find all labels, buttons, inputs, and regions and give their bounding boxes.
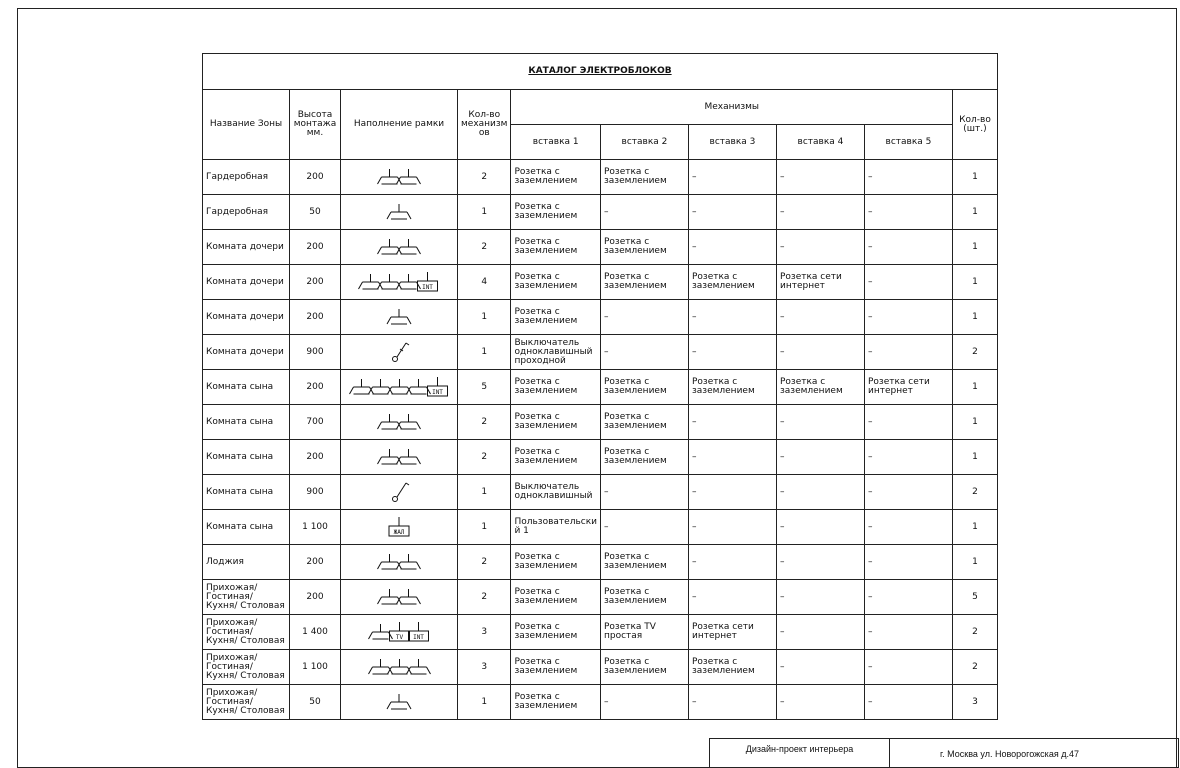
height-cell: 200	[290, 160, 341, 195]
insert-3-cell: –	[688, 510, 776, 545]
insert-2-cell: Розетка с заземлением	[600, 650, 688, 685]
insert-1-cell: Розетка с заземлением	[511, 650, 601, 685]
frame-cell	[341, 510, 458, 545]
zone-cell: Комната сына	[203, 510, 290, 545]
insert-2-cell: –	[600, 510, 688, 545]
table-row	[203, 580, 998, 615]
frame-cell	[341, 265, 458, 300]
insert-5-cell: –	[864, 650, 952, 685]
frame-symbols-icon	[379, 689, 419, 715]
frame-symbols-icon	[356, 269, 442, 295]
height-cell: 700	[290, 405, 341, 440]
insert-5-cell: –	[864, 440, 952, 475]
height-cell: 200	[290, 580, 341, 615]
grounded-socket-icon	[368, 624, 392, 639]
frame-symbols-icon	[375, 584, 423, 610]
mechanism-count-cell: 1	[458, 300, 511, 335]
insert-3-cell: Розетка с заземлением	[688, 650, 776, 685]
insert-1-cell: Розетка с заземлением	[511, 195, 601, 230]
frame-symbols-icon	[366, 619, 433, 645]
header-insert-5: вставка 5	[864, 125, 952, 160]
insert-4-cell: –	[776, 300, 864, 335]
header-zone: Название Зоны	[203, 90, 290, 160]
zone-cell: Комната сына	[203, 405, 290, 440]
insert-2-cell: Розетка с заземлением	[600, 580, 688, 615]
height-cell: 200	[290, 370, 341, 405]
frame-cell	[341, 475, 458, 510]
labeled-outlet-icon	[389, 517, 409, 536]
electroblock-catalog-table	[202, 53, 998, 720]
quantity-cell: 1	[952, 160, 997, 195]
insert-1-cell: Розетка с заземлением	[511, 685, 601, 720]
insert-1-cell: Выключатель одноклавишный проходной	[511, 335, 601, 370]
insert-2-cell: –	[600, 335, 688, 370]
labeled-outlet-icon	[408, 622, 428, 641]
insert-3-cell: Розетка с заземлением	[688, 370, 776, 405]
mechanism-count-cell: 3	[458, 650, 511, 685]
zone-cell: Комната дочери	[203, 230, 290, 265]
height-cell: 200	[290, 300, 341, 335]
insert-3-cell: Розетка сети интернет	[688, 615, 776, 650]
insert-5-cell: –	[864, 545, 952, 580]
insert-3-cell: –	[688, 195, 776, 230]
mechanism-count-cell: 2	[458, 160, 511, 195]
table-row	[203, 475, 998, 510]
table-row	[203, 265, 998, 300]
frame-symbols-icon	[375, 409, 423, 435]
quantity-cell: 1	[952, 265, 997, 300]
header-insert-1: вставка 1	[511, 125, 601, 160]
zone-cell: Гардеробная	[203, 160, 290, 195]
height-cell: 200	[290, 230, 341, 265]
frame-symbols-icon	[379, 304, 419, 330]
frame-cell	[341, 160, 458, 195]
grounded-socket-icon	[387, 694, 411, 709]
height-cell: 50	[290, 685, 341, 720]
table-row	[203, 370, 998, 405]
table-row	[203, 650, 998, 685]
frame-cell	[341, 650, 458, 685]
header-mechanism-count: Кол-во механизм ов	[458, 90, 511, 160]
frame-cell	[341, 370, 458, 405]
zone-cell: Комната сына	[203, 370, 290, 405]
insert-5-cell: –	[864, 475, 952, 510]
insert-2-cell: –	[600, 475, 688, 510]
insert-5-cell: –	[864, 685, 952, 720]
frame-symbols-icon	[379, 514, 419, 540]
height-cell: 50	[290, 195, 341, 230]
svg-text:INT: INT	[422, 284, 433, 291]
zone-cell: Прихожая/ Гостиная/ Кухня/ Столовая	[203, 685, 290, 720]
zone-cell: Комната дочери	[203, 300, 290, 335]
catalog-title: КАТАЛОГ ЭЛЕКТРОБЛОКОВ	[203, 54, 998, 90]
insert-5-cell: –	[864, 230, 952, 265]
table-row	[203, 615, 998, 650]
mechanism-count-cell: 3	[458, 615, 511, 650]
quantity-cell: 1	[952, 230, 997, 265]
mechanism-count-cell: 2	[458, 230, 511, 265]
title-block-address	[889, 738, 1179, 768]
insert-5-cell: –	[864, 300, 952, 335]
insert-1-cell: Розетка с заземлением	[511, 370, 601, 405]
quantity-cell: 1	[952, 405, 997, 440]
insert-4-cell: Розетка сети интернет	[776, 265, 864, 300]
quantity-cell: 1	[952, 440, 997, 475]
table-row	[203, 405, 998, 440]
frame-cell	[341, 580, 458, 615]
insert-1-cell: Розетка с заземлением	[511, 160, 601, 195]
table-row	[203, 545, 998, 580]
zone-cell: Прихожая/ Гостиная/ Кухня/ Столовая	[203, 615, 290, 650]
insert-1-cell: Розетка с заземлением	[511, 230, 601, 265]
insert-3-cell: –	[688, 545, 776, 580]
insert-4-cell: –	[776, 160, 864, 195]
table-row	[203, 510, 998, 545]
frame-cell	[341, 335, 458, 370]
mechanism-count-cell: 5	[458, 370, 511, 405]
zone-cell: Комната дочери	[203, 335, 290, 370]
grounded-socket-icon	[387, 309, 411, 324]
insert-4-cell: –	[776, 650, 864, 685]
insert-3-cell: –	[688, 475, 776, 510]
insert-4-cell: –	[776, 335, 864, 370]
frame-symbols-icon	[379, 479, 419, 505]
insert-4-cell: –	[776, 195, 864, 230]
insert-2-cell: –	[600, 685, 688, 720]
mechanism-count-cell: 4	[458, 265, 511, 300]
insert-5-cell: –	[864, 160, 952, 195]
insert-1-cell: Розетка с заземлением	[511, 545, 601, 580]
insert-1-cell: Розетка с заземлением	[511, 615, 601, 650]
table-row	[203, 685, 998, 720]
height-cell: 1 100	[290, 650, 341, 685]
quantity-cell: 2	[952, 615, 997, 650]
grounded-socket-icon	[387, 204, 411, 219]
header-height: Высота монтажа мм.	[290, 90, 341, 160]
insert-4-cell: –	[776, 230, 864, 265]
insert-1-cell: Розетка с заземлением	[511, 580, 601, 615]
quantity-cell: 2	[952, 650, 997, 685]
insert-2-cell: Розетка с заземлением	[600, 545, 688, 580]
table-row	[203, 335, 998, 370]
insert-4-cell: –	[776, 685, 864, 720]
insert-4-cell: –	[776, 580, 864, 615]
insert-3-cell: –	[688, 685, 776, 720]
insert-3-cell: –	[688, 440, 776, 475]
mechanism-count-cell: 2	[458, 545, 511, 580]
height-cell: 200	[290, 265, 341, 300]
frame-cell	[341, 545, 458, 580]
frame-cell	[341, 405, 458, 440]
mechanism-count-cell: 2	[458, 440, 511, 475]
insert-4-cell: –	[776, 440, 864, 475]
project-address: г. Москва ул. Новорогожская д.47	[940, 749, 1079, 759]
insert-2-cell: Розетка с заземлением	[600, 440, 688, 475]
insert-2-cell: –	[600, 195, 688, 230]
header-insert-2: вставка 2	[600, 125, 688, 160]
mechanism-count-cell: 2	[458, 580, 511, 615]
frame-symbols-icon	[375, 549, 423, 575]
frame-cell	[341, 615, 458, 650]
frame-symbols-icon	[375, 164, 423, 190]
frame-symbols-icon	[379, 199, 419, 225]
frame-symbols-icon	[375, 234, 423, 260]
table-row	[203, 230, 998, 265]
insert-1-cell: Розетка с заземлением	[511, 265, 601, 300]
insert-4-cell: –	[776, 405, 864, 440]
insert-2-cell: Розетка с заземлением	[600, 370, 688, 405]
frame-cell	[341, 195, 458, 230]
quantity-cell: 2	[952, 335, 997, 370]
quantity-cell: 1	[952, 300, 997, 335]
insert-1-cell: Розетка с заземлением	[511, 405, 601, 440]
header-insert-4: вставка 4	[776, 125, 864, 160]
zone-cell: Комната сына	[203, 440, 290, 475]
quantity-cell: 1	[952, 510, 997, 545]
mechanism-count-cell: 1	[458, 335, 511, 370]
title-block-project	[709, 738, 890, 768]
quantity-cell: 3	[952, 685, 997, 720]
zone-cell: Комната дочери	[203, 265, 290, 300]
svg-text:ЖАЛ: ЖАЛ	[393, 529, 405, 536]
frame-cell	[341, 230, 458, 265]
mechanism-count-cell: 2	[458, 405, 511, 440]
height-cell: 1 400	[290, 615, 341, 650]
insert-3-cell: Розетка с заземлением	[688, 265, 776, 300]
zone-cell: Комната сына	[203, 475, 290, 510]
insert-2-cell: Розетка с заземлением	[600, 265, 688, 300]
insert-5-cell: –	[864, 335, 952, 370]
insert-3-cell: –	[688, 230, 776, 265]
insert-4-cell: –	[776, 615, 864, 650]
zone-cell: Лоджия	[203, 545, 290, 580]
quantity-cell: 1	[952, 545, 997, 580]
mechanism-count-cell: 1	[458, 510, 511, 545]
pass-through-switch-icon	[393, 343, 410, 362]
insert-1-cell: Выключатель одноклавишный	[511, 475, 601, 510]
header-insert-3: вставка 3	[688, 125, 776, 160]
project-name: Дизайн-проект интерьера	[745, 744, 854, 754]
insert-2-cell: Розетка с заземлением	[600, 405, 688, 440]
height-cell: 900	[290, 335, 341, 370]
insert-2-cell: Розетка TV простая	[600, 615, 688, 650]
insert-3-cell: –	[688, 335, 776, 370]
insert-5-cell: –	[864, 615, 952, 650]
insert-2-cell: –	[600, 300, 688, 335]
insert-3-cell: –	[688, 580, 776, 615]
zone-cell: Гардеробная	[203, 195, 290, 230]
insert-5-cell: –	[864, 510, 952, 545]
quantity-cell: 1	[952, 195, 997, 230]
table-row	[203, 300, 998, 335]
header-quantity: Кол-во (шт.)	[952, 90, 997, 160]
insert-1-cell: Пользовательски й 1	[511, 510, 601, 545]
mechanism-count-cell: 1	[458, 685, 511, 720]
height-cell: 900	[290, 475, 341, 510]
insert-4-cell: –	[776, 475, 864, 510]
frame-symbols-icon	[379, 339, 419, 365]
insert-2-cell: Розетка с заземлением	[600, 230, 688, 265]
height-cell: 200	[290, 440, 341, 475]
frame-symbols-icon	[366, 654, 433, 680]
insert-3-cell: –	[688, 405, 776, 440]
insert-4-cell: –	[776, 545, 864, 580]
frame-symbols-icon	[347, 374, 452, 400]
insert-5-cell: –	[864, 195, 952, 230]
svg-text:INT: INT	[431, 389, 443, 396]
frame-symbols-icon	[375, 444, 423, 470]
table-row	[203, 195, 998, 230]
insert-4-cell: –	[776, 510, 864, 545]
svg-text:TV: TV	[395, 634, 403, 641]
frame-cell	[341, 300, 458, 335]
zone-cell: Прихожая/ Гостиная/ Кухня/ Столовая	[203, 580, 290, 615]
insert-4-cell: Розетка с заземлением	[776, 370, 864, 405]
insert-5-cell: –	[864, 580, 952, 615]
frame-cell	[341, 685, 458, 720]
header-mechanisms: Механизмы	[511, 90, 953, 125]
switch-icon	[393, 483, 410, 502]
quantity-cell: 1	[952, 370, 997, 405]
insert-5-cell: –	[864, 265, 952, 300]
zone-cell: Прихожая/ Гостиная/ Кухня/ Столовая	[203, 650, 290, 685]
frame-cell	[341, 440, 458, 475]
quantity-cell: 5	[952, 580, 997, 615]
insert-5-cell: Розетка сети интернет	[864, 370, 952, 405]
mechanism-count-cell: 1	[458, 195, 511, 230]
height-cell: 1 100	[290, 510, 341, 545]
insert-1-cell: Розетка с заземлением	[511, 300, 601, 335]
quantity-cell: 2	[952, 475, 997, 510]
mechanism-count-cell: 1	[458, 475, 511, 510]
header-frame: Наполнение рамки	[341, 90, 458, 160]
height-cell: 200	[290, 545, 341, 580]
table-row	[203, 160, 998, 195]
insert-3-cell: –	[688, 300, 776, 335]
insert-1-cell: Розетка с заземлением	[511, 440, 601, 475]
table-row	[203, 440, 998, 475]
insert-5-cell: –	[864, 405, 952, 440]
insert-3-cell: –	[688, 160, 776, 195]
insert-2-cell: Розетка с заземлением	[600, 160, 688, 195]
svg-text:INT: INT	[412, 634, 424, 641]
